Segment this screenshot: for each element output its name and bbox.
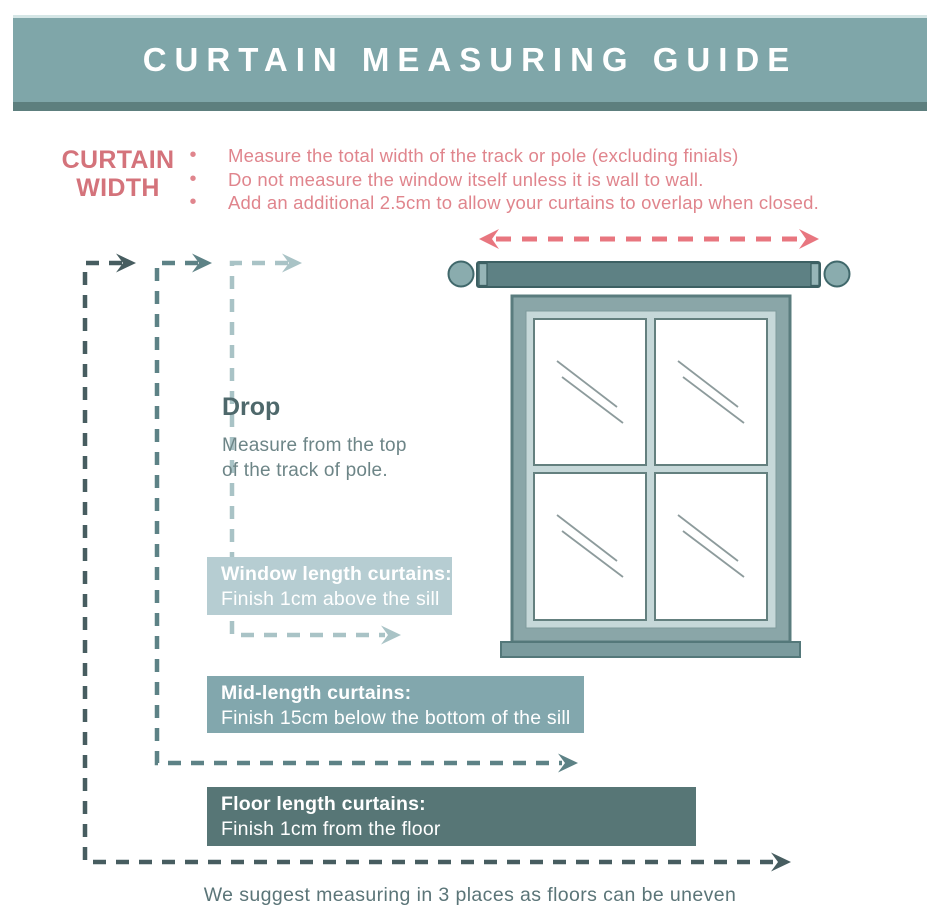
drop-heading: Drop [222,393,281,421]
list-item [186,144,916,168]
bullet-text: Do not measure the window itself unless it is wall to wall. [228,168,704,190]
floor-length-box [207,787,696,846]
drop-description-line1: Measure from the top [222,435,407,456]
bullet-icon: • [189,191,197,213]
mid-length-subtitle: Finish 15cm below the bottom of the sill [221,707,571,729]
floor-length-title: Floor length curtains: [221,793,426,815]
curtain-width-bullet-list [186,144,916,215]
mid-length-title: Mid-length curtains: [221,682,412,704]
window-length-subtitle: Finish 1cm above the sill [221,588,440,610]
curtain-width-heading-line2: WIDTH [76,174,160,202]
curtain-width-heading [40,146,196,202]
bullet-text: Measure the total width of the track or pole (excluding finials) [228,145,739,166]
curtain-width-arrow-icon [479,229,819,249]
mid-length-box [207,676,584,733]
window-length-box [207,557,452,615]
window-length-title: Window length curtains: [221,563,452,585]
window-sill [501,642,800,657]
drop-description [222,433,407,483]
list-item [186,168,916,192]
bullet-icon: • [189,144,197,166]
list-item [186,191,916,215]
curtain-pole-icon [449,262,850,288]
window-icon [501,296,800,657]
page-title: CURTAIN MEASURING GUIDE [142,41,798,78]
footer-note: We suggest measuring in 3 places as floors can be uneven [203,884,737,906]
bullet-icon: • [189,167,197,190]
curtain-width-heading-line1: CURTAIN [61,146,175,174]
header-banner [13,15,927,111]
bullet-text: Add an additional 2.5cm to allow your curtains to overlap when closed. [228,192,819,213]
drop-description-line2: of the track of pole. [222,460,388,481]
floor-length-subtitle: Finish 1cm from the floor [221,818,441,840]
